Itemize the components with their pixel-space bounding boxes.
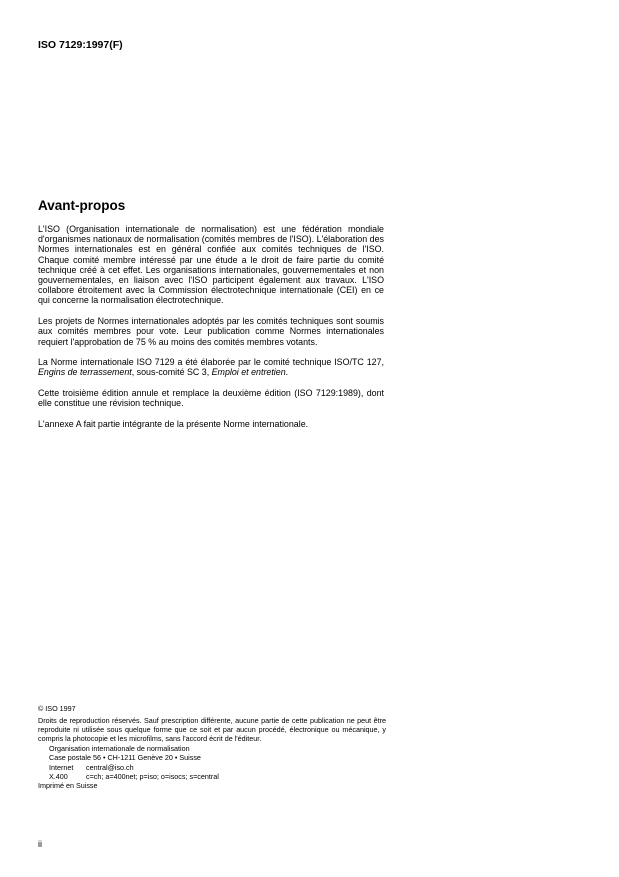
publisher-internet	[49, 763, 386, 772]
committee-text-1: La Norme internationale ISO 7129 a été élaborée par le comité technique ISO/TC 127,	[38, 357, 384, 368]
publisher-x400	[49, 772, 386, 781]
committee-text-2: , sous-comité SC 3,	[131, 367, 212, 378]
copyright-rights: Droits de reproduction réservés. Sauf prescription différente, aucune partie de cette publication ne peut être reproduite ni utilisée sous quelque forme que ce soit et par aucun procédé, électronique ou mécanique, y compris la photocopie et les microfilms, sans l'accord écrit de l'éditeur.	[38, 716, 386, 744]
foreword-body	[38, 224, 384, 440]
committee-text-3: .	[285, 367, 289, 378]
internet-value: central@iso.ch	[86, 762, 134, 772]
publisher-address	[38, 744, 386, 780]
document-id-header: ISO 7129:1997(F)	[38, 39, 123, 51]
internet-label: Internet	[49, 762, 74, 772]
foreword-paragraph-voting: Les projets de Normes internationales adoptés par les comités techniques sont soumis aux comités membres pour vote. Leur publication comme Normes internationales requiert l'approbation de 75 % au moins des comités membres votants.	[38, 316, 384, 347]
printed-in: Imprimé en Suisse	[38, 780, 98, 790]
foreword-paragraph-committee	[38, 357, 384, 377]
committee-name: Engins de terrassement	[38, 367, 132, 378]
x400-value: c=ch; a=400net; p=iso; o=isocs; s=central	[86, 771, 219, 781]
foreword-paragraph-edition: Cette troisième édition annule et remplace la deuxième édition (ISO 7129:1989), dont elle constitue une révision technique.	[38, 388, 384, 409]
copyright-block	[38, 704, 386, 790]
publisher-org: Organisation internationale de normalisation	[49, 744, 190, 754]
publisher-postal: Case postale 56 • CH-1211 Genève 20 • Suisse	[49, 753, 201, 763]
page-number: ii	[38, 839, 42, 849]
subcommittee-name: Emploi et entretien	[211, 367, 286, 378]
foreword-paragraph-annex: L'annexe A fait partie intégrante de la présente Norme internationale.	[38, 419, 309, 430]
foreword-paragraph-iso: L'ISO (Organisation internationale de normalisation) est une fédération mondiale d'organismes nationaux de normalisation (comités membres de l'ISO). L'élaboration des Normes internationales est en général confiée aux comités techniques de l'ISO. Chaque comité membre intéressé par une étude a le droit de faire partie du comité technique créé à cet effet. Les organisations internationales, gouvernementales et non gouvernementales, en liaison avec l'ISO participent également aux travaux. L'ISO collabore étroitement avec la Commission électrotechnique internationale (CEI) en ce qui concerne la normalisation électrotechnique.	[38, 224, 384, 306]
foreword-title: Avant-propos	[38, 198, 126, 213]
x400-label: X.400	[49, 771, 68, 781]
copyright-line: © ISO 1997	[38, 704, 76, 713]
